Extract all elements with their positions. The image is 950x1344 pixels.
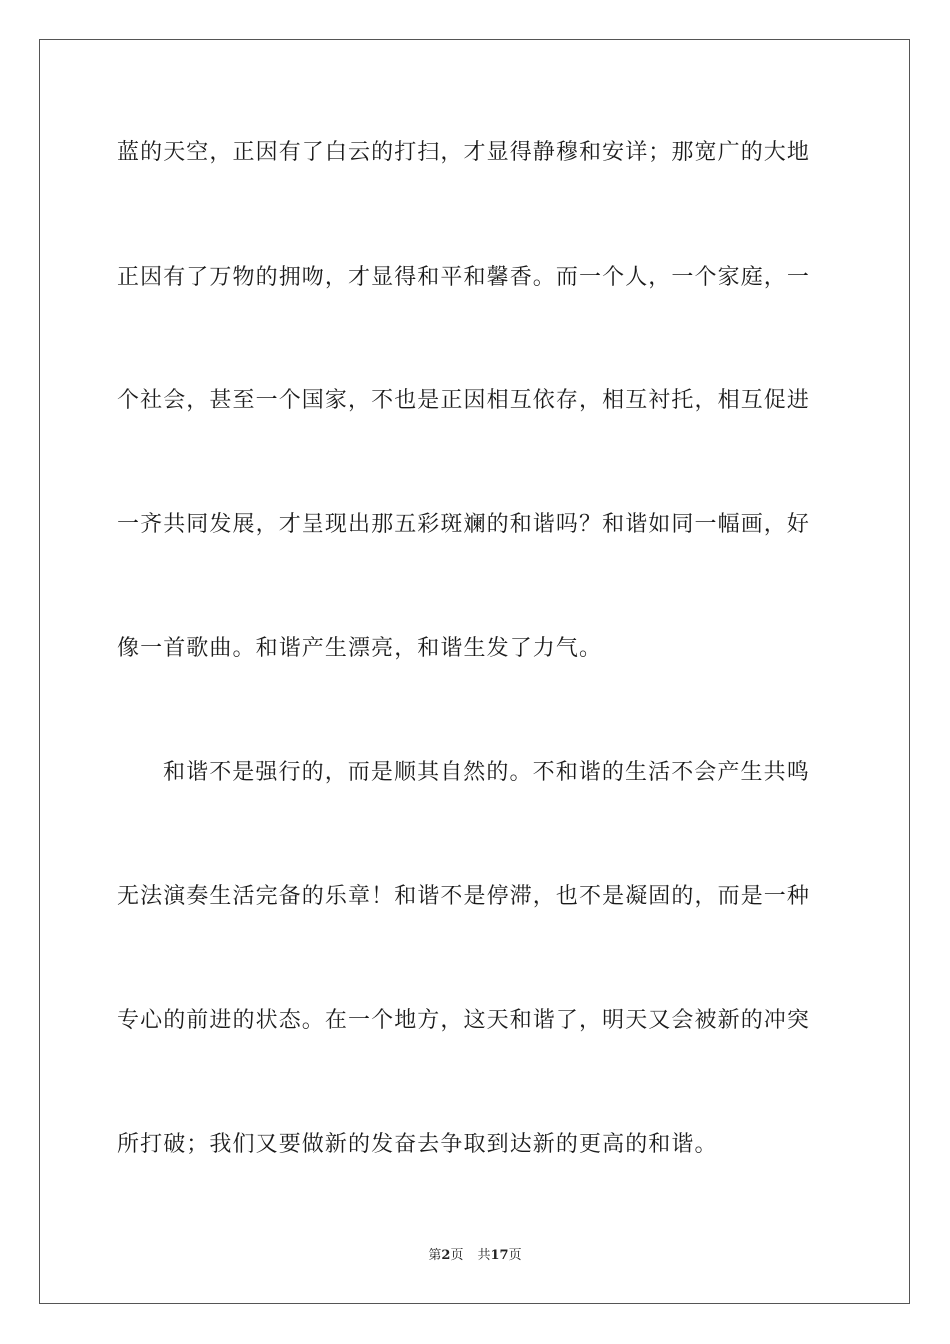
total-pages: 17 [490, 1248, 509, 1263]
paragraph-line: 专心的前进的状态。在一个地方，这天和谐了，明天又会被新的冲突 [117, 1008, 811, 1033]
paragraph-line: 一齐共同发展，才呈现出那五彩斑斓的和谐吗？和谐如同一幅画，好 [117, 512, 811, 537]
paragraph-line: 正因有了万物的拥吻，才显得和平和馨香。而一个人，一个家庭，一 [117, 265, 811, 290]
page-border [39, 39, 910, 1304]
total-suffix: 页 [508, 1248, 522, 1263]
page-footer [0, 1247, 950, 1265]
paragraph-line: 所打破；我们又要做新的发奋去争取到达新的更高的和谐。 [117, 1132, 718, 1157]
paragraph-line: 无法演奏生活完备的乐章！和谐不是停滞，也不是凝固的，而是一种 [117, 884, 811, 909]
page-suffix: 页 [450, 1248, 464, 1263]
paragraph-line: 像一首歌曲。和谐产生漂亮，和谐生发了力气。 [117, 636, 603, 661]
page-prefix: 第 [428, 1248, 442, 1263]
paragraph-line: 个社会，甚至一个国家，不也是正因相互依存，相互衬托，相互促进 [117, 388, 811, 413]
total-prefix: 共 [477, 1248, 491, 1263]
paragraph-line: 和谐不是强行的，而是顺其自然的。不和谐的生活不会产生共鸣 [163, 760, 810, 785]
page-number: 2 [441, 1248, 451, 1263]
paragraph-line: 蓝的天空，正因有了白云的打扫，才显得静穆和安详；那宽广的大地 [117, 140, 811, 165]
